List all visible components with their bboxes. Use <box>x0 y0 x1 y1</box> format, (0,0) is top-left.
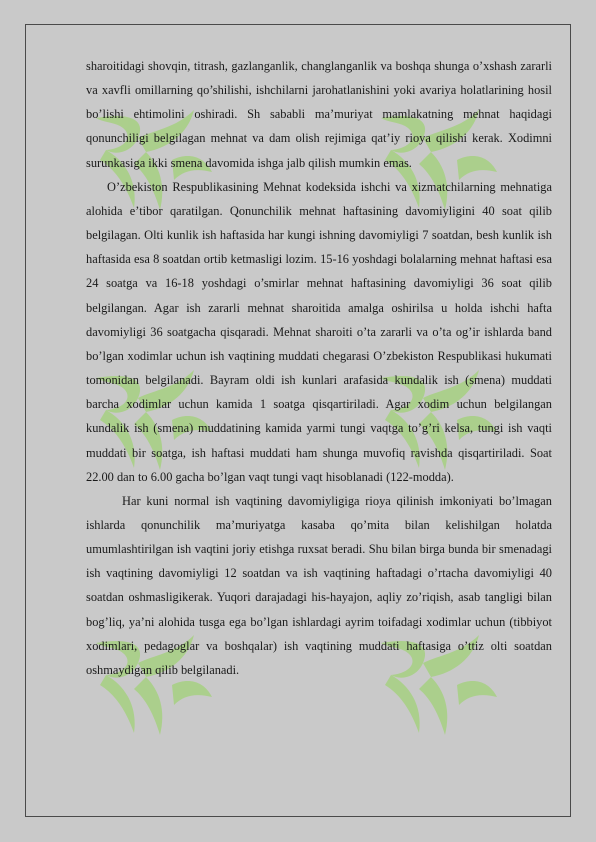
paragraph-1: sharoitidagi shovqin, titrash, gazlanganlik, changlanganlik va boshqa shunga o’xshash zararli va xavfli omillarning qo’shilishi, ishchilarni jarohatlanishini yoki avariya holatlarining hosil bo’lishi ehtimolini oshiradi. Sh sababli ma’muriyat mamlakatning mehnat haqidagi qonunchiligi belgilagan mehnat va dam olish rejimiga qat’iy rioya qilishi kerak. Xodimni surunkasiga ikki smena davomida ishga jalb qilish mumkin emas. <box>86 59 552 170</box>
document-body <box>86 54 552 682</box>
paragraph-3: Har kuni normal ish vaqtining davomiyligiga rioya qilinish imkoniyati bo’lmagan ishlarda qonunchilik ma’muriyatga kasaba qo’mita bilan kelishilgan holatda umumlashtirilgan ish vaqtini joriy etishga ruxsat beradi. Shu bilan birga bunda bir smenadagi ish vaqtining davomiyligi 12 soatdan va ish vaqtining haftadagi o’rtacha davomiyligi 40 soatdan oshmasligikerak. Yuqori darajadagi his-hayajon, aqliy zo’riqish, asab tangligi bilan bog’liq, ya’ni alohida tusga ega bo’lgan ishlardagi ayrim toifadagi xodimlar uchun (tibbiyot xodimlari, pedagoglar va boshqalar) ish vaqtining muddati haftasiga o’ttiz olti soatdan oshmaydigan qilib belgilanadi. <box>86 493 552 677</box>
document-page <box>25 24 571 817</box>
paragraph-2: O’zbekiston Respublikasining Mehnat kodeksida ishchi va xizmatchilarning mehnatiga alohida e’tibor qaratilgan. Qonunchilik mehnat haftasining davomiyligini 40 soat qilib belgilagan. Olti kunlik ish haftasida har kungi ishning davomiyligi 7 soatdan, besh kunlik ish haftasida esa 8 soatdan ortib ketmasligi lozim. 15-16 yoshdagi bolalarning mehnat haftasi esa 24 soatga va 16-18 yoshdagi o’smirlar mehnat haftasining davomiyligi 36 soat qilib belgilangan. Agar ish zararli mehnat sharoitida amalga oshirilsa u holda ishchi hafta davomiyligi 36 soatgacha qisqaradi. Mehnat sharoiti o’ta zararli va o’ta og’ir ishlarda band bo’lgan xodimlar uchun ish vaqtining muddati chegarasi O’zbekiston Respublikasi hukumati tomonidan belgilanadi. Bayram oldi ish kunlari arafasida kundalik ish (smena) muddati barcha xodimlar uchun kamida 1 soatga qisqartiriladi. Agar xodim uchun belgilangan kundalik ish (smena) muddatining kamida yarmi tungi vaqtga to’g’ri kelsa, tungi ish vaqti muddati bir soatga, ish haftasi muddati ham shunga muvofiq ravishda qisqartiriladi. Soat 22.00 dan to 6.00 gacha bo’lgan vaqt tungi vaqt hisoblanadi (122-modda). <box>86 179 552 484</box>
